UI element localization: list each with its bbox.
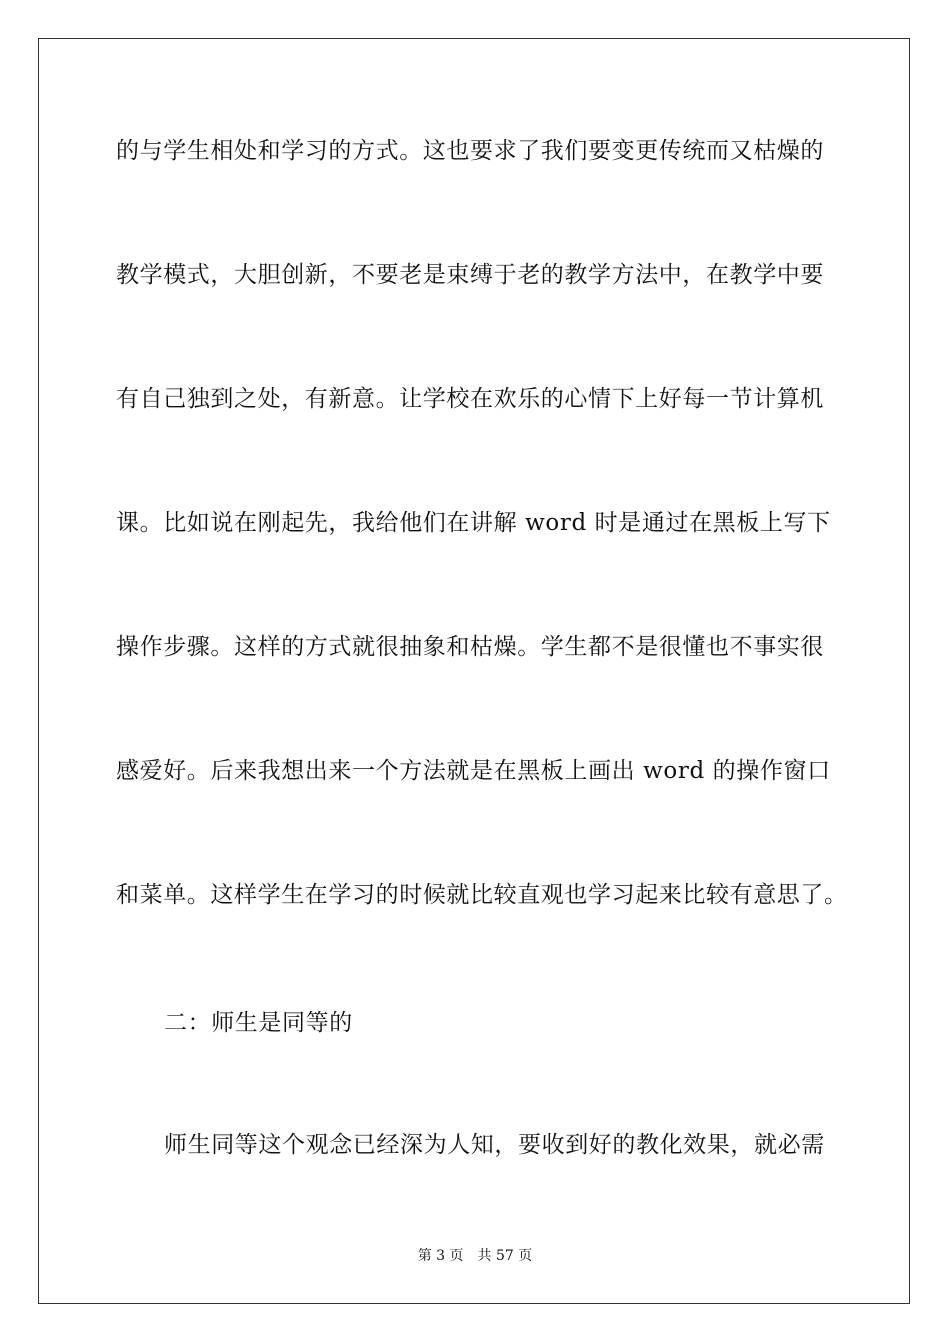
- body-line-6: 感爱好。后来我想出来一个方法就是在黑板上画出 word 的操作窗口: [116, 758, 831, 784]
- body-line-5: 操作步骤。这样的方式就很抽象和枯燥。学生都不是很懂也不事实很: [116, 634, 824, 660]
- current-page-label: 第 3 页: [417, 1248, 464, 1264]
- body-line-7: 和菜单。这样学生在学习的时候就比较直观也学习起来比较有意思了。: [116, 882, 848, 908]
- paragraph-first-line: 师生同等这个观念已经深为人知，要收到好的教化效果，就必需: [164, 1132, 825, 1158]
- page-footer: [0, 1246, 950, 1266]
- total-pages-label: 共 57 页: [477, 1248, 533, 1264]
- body-line-1: 的与学生相处和学习的方式。这也要求了我们要变更传统而又枯燥的: [116, 138, 824, 164]
- body-line-4: 课。比如说在刚起先，我给他们在讲解 word 时是通过在黑板上写下: [116, 510, 831, 536]
- body-line-2: 教学模式，大胆创新，不要老是束缚于老的教学方法中，在教学中要: [116, 262, 824, 288]
- section-heading: 二：师生是同等的: [164, 1010, 353, 1036]
- page-frame: [38, 38, 910, 1304]
- body-line-3: 有自己独到之处，有新意。让学校在欢乐的心情下上好每一节计算机: [116, 386, 824, 412]
